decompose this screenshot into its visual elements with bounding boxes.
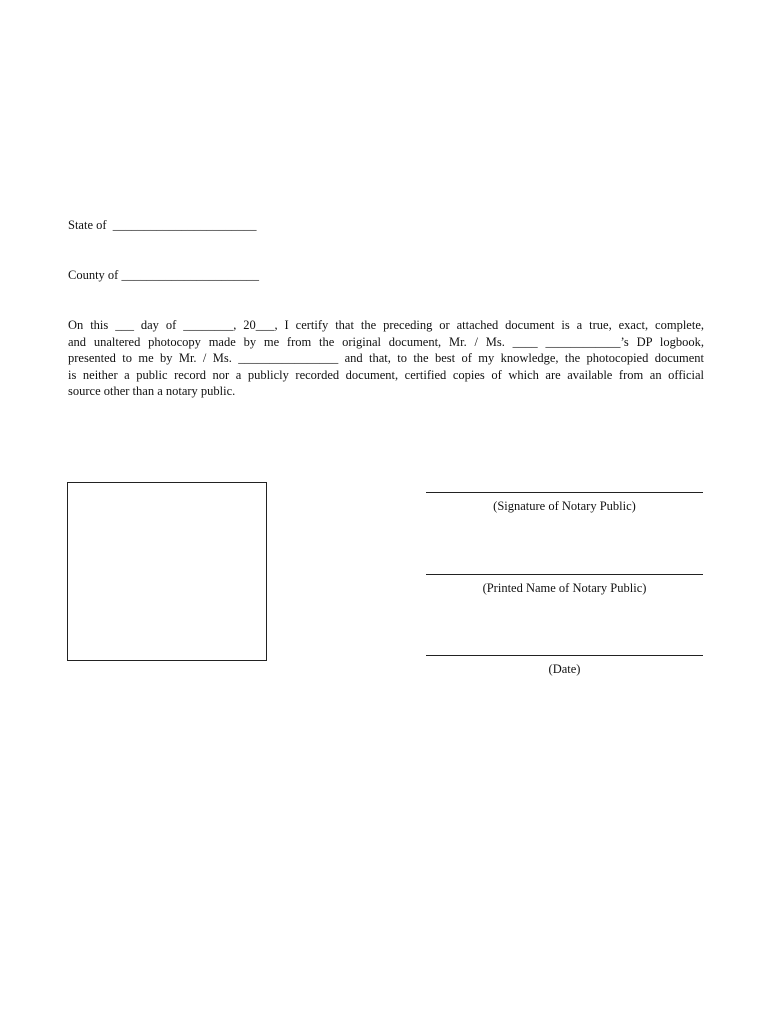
date-block <box>426 655 703 677</box>
date-label: (Date) <box>548 662 581 676</box>
notary-seal-box <box>67 482 267 661</box>
state-field-line: State of _______________________ <box>68 218 257 232</box>
printed-name-label: (Printed Name of Notary Public) <box>482 581 647 595</box>
county-field-line: County of ______________________ <box>68 268 259 282</box>
certification-paragraph <box>68 317 704 400</box>
certification-line-3: presented to me by Mr. / Ms. ________________ and that, to the best of my knowledge, the photocopied document <box>68 351 704 366</box>
certification-line-1: On this ___ day of ________, 20___, I certify that the preceding or attached document is a true, exact, complete, <box>68 318 704 332</box>
certification-line-2: and unaltered photocopy made by me from the original document, Mr. / Ms. ____ ____________’s DP logbook, <box>68 334 704 349</box>
notary-signature-line <box>426 492 703 493</box>
notary-signature-block <box>426 492 703 514</box>
notary-signature-label: (Signature of Notary Public) <box>493 499 636 513</box>
date-line <box>426 655 703 656</box>
certification-line-4: is neither a public record nor a publicly recorded document, certified copies of which are available from an official <box>68 367 704 382</box>
certification-line-5: source other than a notary public. <box>68 384 236 399</box>
printed-name-block <box>426 574 703 596</box>
printed-name-line <box>426 574 703 575</box>
